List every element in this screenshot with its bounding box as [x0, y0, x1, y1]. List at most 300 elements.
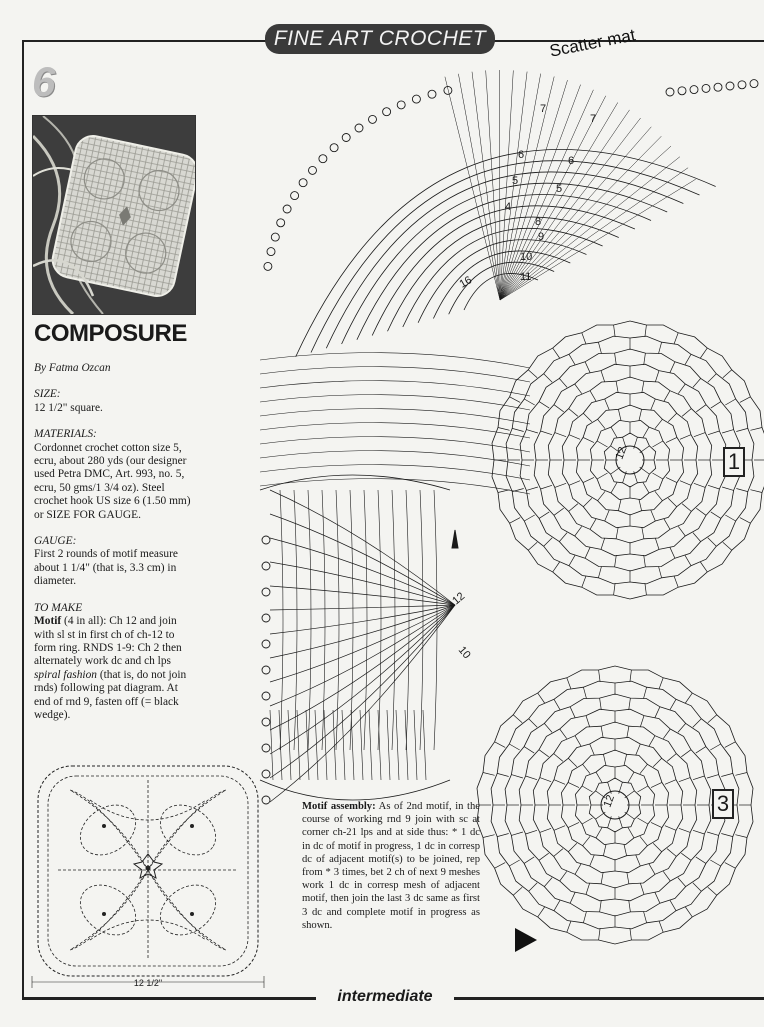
motif-1-stitch	[723, 542, 732, 550]
picot	[262, 796, 270, 804]
motif-3-ring	[519, 709, 711, 901]
motif-1-stitch	[555, 483, 566, 487]
motif-1-stitch	[639, 409, 642, 421]
motif-3-stitch	[721, 834, 733, 837]
motif-1-stitch	[510, 397, 521, 403]
motif-1-stitch	[605, 510, 610, 521]
motif-3-stitch	[653, 843, 662, 852]
motif-1-stitch	[544, 538, 553, 547]
motif-3-stitch	[659, 678, 663, 689]
motif-1-stitch	[700, 348, 707, 358]
motif-1-stitch	[569, 481, 580, 486]
motif-1-stitch	[722, 487, 734, 490]
border-stitch	[351, 710, 354, 780]
side-round-number: 16	[457, 274, 475, 291]
round-number: 9	[538, 231, 545, 243]
motif-3-stitch	[638, 786, 648, 792]
motif-3-stitch	[483, 773, 495, 776]
round-number: 5	[512, 175, 519, 187]
motif-1-stitch	[666, 477, 677, 482]
motif-3-stitch	[653, 758, 662, 767]
motif-3-stitch	[601, 872, 603, 884]
motif-1-stitch	[740, 518, 751, 524]
motif-3-stitch	[665, 826, 676, 831]
lattice-line	[260, 479, 530, 494]
crochet-chart-svg	[200, 60, 764, 1000]
motif-3-stitch	[586, 716, 590, 727]
lattice-line	[260, 367, 530, 382]
motif-3-stitch	[659, 921, 663, 932]
motif-1-stitch	[685, 354, 691, 364]
border-stitch	[369, 710, 372, 780]
gauge-label: GAUGE:	[34, 535, 77, 548]
motif-3-stitch	[526, 830, 537, 834]
size-label: SIZE:	[34, 388, 61, 401]
motif-3-stitch	[599, 928, 601, 940]
round-number: 7	[590, 113, 597, 125]
lower-fan-bar	[280, 490, 283, 750]
motif-1-stitch	[615, 555, 617, 567]
motif-3-stitch	[655, 707, 660, 718]
motif-1-stitch	[708, 431, 719, 435]
picot	[714, 83, 722, 91]
motif-1-stitch	[611, 483, 617, 493]
lower-fan-bar	[294, 490, 297, 750]
motif-3-stitch	[667, 754, 676, 762]
motif-1-stitch	[693, 533, 701, 542]
border-arc	[260, 780, 450, 800]
motif-3-stitch	[693, 776, 704, 780]
size-text: 12 1/2" square.	[34, 401, 103, 414]
motif-3-stitch	[554, 780, 565, 785]
to-make-section	[34, 602, 194, 723]
motif-1-stitch	[569, 409, 578, 417]
motif-3-stitch	[596, 772, 602, 782]
magazine-title: FINE ART CROCHET	[273, 27, 487, 50]
picot	[678, 87, 686, 95]
motif-3-stitch	[651, 782, 662, 787]
motif-3-stitch	[640, 716, 644, 727]
motif-3-stitch	[582, 818, 592, 824]
motif-1-stitch	[598, 342, 601, 354]
motif-3-stitch	[511, 832, 523, 835]
motif-3-stitch	[640, 764, 648, 773]
motif-3-stitch	[649, 864, 655, 874]
motif-1-stitch	[553, 348, 560, 358]
motif-1-stitch	[597, 473, 607, 479]
motif-3-stitch	[667, 849, 676, 857]
border-stitch	[423, 710, 426, 780]
motif-1-stitch	[645, 583, 647, 595]
pattern-title: COMPOSURE	[34, 320, 187, 347]
motif-3-stitch	[644, 687, 647, 699]
motif-1-stitch	[539, 512, 549, 519]
motif-1-stitch	[614, 583, 616, 595]
motif-3-stitch	[539, 853, 549, 860]
motif-3-stitch	[513, 887, 522, 895]
lower-fan-line	[270, 514, 455, 605]
motif-3-stitch	[568, 843, 577, 852]
motif-1-stitch	[736, 489, 748, 492]
motif-1-stitch	[670, 547, 675, 558]
motif-1-stitch	[569, 504, 578, 512]
motif-3-stitch	[567, 678, 571, 689]
motif-3-stitch	[509, 744, 519, 750]
motif-3-stitch	[570, 892, 575, 903]
motif-3-stitch	[513, 715, 522, 723]
motif-3-stitch	[707, 832, 719, 835]
motif-1-stitch	[575, 526, 582, 536]
round-number: 6	[518, 149, 525, 161]
picot	[412, 95, 420, 103]
picot	[283, 205, 291, 213]
motif-3-stitch	[651, 822, 662, 827]
motif-1-stitch	[614, 325, 616, 337]
motif-3-stitch	[665, 780, 676, 785]
motif-3-stitch	[708, 715, 717, 723]
motif-3-stitch	[685, 693, 692, 703]
motif-1-stitch	[559, 378, 567, 387]
motif-1-stitch	[680, 481, 691, 486]
motif-1-stitch	[616, 381, 618, 393]
picot	[267, 248, 275, 256]
materials-label: MATERIALS:	[34, 428, 97, 441]
lower-fan-line	[270, 490, 455, 605]
motif-1-stitch	[666, 437, 677, 442]
motif-3-stitch	[483, 835, 495, 838]
motif-3-stitch	[590, 855, 595, 866]
magazine-title-banner	[265, 24, 495, 54]
motif-1-stitch	[605, 399, 610, 410]
motif-3-stitch	[735, 835, 747, 838]
picot	[369, 115, 377, 123]
motif-3-stitch	[640, 836, 648, 845]
motif-3-stitch	[655, 892, 660, 903]
motif-label-3: 3	[712, 789, 734, 819]
motif-3-stitch	[696, 747, 706, 754]
lower-fan-bar	[350, 490, 353, 750]
motif-3-stitch	[693, 883, 702, 892]
motif-3-stitch	[629, 900, 631, 912]
picot	[309, 166, 317, 174]
motif-3-stitch	[554, 849, 563, 857]
motif-1-stitch	[598, 566, 601, 578]
motif-label-1: 1	[723, 447, 745, 477]
lower-fan-line	[270, 605, 455, 658]
motif-3-stitch	[644, 911, 647, 923]
motif-1-stitch	[643, 427, 649, 437]
center-round-number: 12	[613, 445, 630, 462]
motif-1-stitch	[541, 485, 552, 489]
motif-3-stitch	[511, 775, 523, 778]
motif-3-stitch	[649, 736, 655, 746]
motif-3-stitch	[600, 698, 602, 710]
motif-1-stitch	[736, 428, 748, 431]
motif-1-stitch	[597, 441, 607, 447]
motif-1-stitch	[554, 405, 564, 412]
motif-1-stitch	[585, 547, 590, 558]
lower-fan-bar	[420, 490, 423, 750]
motif-1-stitch	[618, 409, 621, 421]
motif-1-stitch	[682, 409, 691, 417]
motif-1-stitch	[583, 437, 594, 442]
mat-photo	[32, 115, 196, 315]
byline: By Fatma Ozcan	[34, 362, 111, 374]
lattice-line	[260, 353, 530, 368]
motif-3-stitch	[627, 872, 629, 884]
motif-1-stitch	[559, 533, 567, 542]
motif-1-stitch	[668, 498, 677, 507]
motif-3-stitch	[560, 729, 567, 739]
motif-1-stitch	[598, 491, 606, 500]
motif-3-stitch	[627, 726, 629, 738]
motif-1-stitch	[601, 538, 605, 549]
materials-section	[34, 428, 194, 522]
motif-1-stitch	[655, 491, 663, 500]
motif-1-stitch	[696, 405, 706, 412]
motif-3-stitch	[538, 907, 545, 917]
border-stitch	[270, 710, 273, 780]
border-stitch	[279, 710, 282, 780]
motif-3-stitch	[624, 844, 627, 856]
motif-3-stitch	[725, 863, 736, 869]
motif-1-stitch	[659, 342, 662, 354]
motif-3-stitch	[529, 883, 538, 892]
motif-3-stitch	[540, 828, 551, 832]
border-stitch	[396, 710, 399, 780]
motif-1-ring	[534, 364, 726, 556]
picot	[690, 86, 698, 94]
mat-photo-image	[33, 116, 195, 314]
motif-1-stitch	[722, 430, 734, 433]
motif-3-stitch	[567, 921, 571, 932]
lower-fan-line	[270, 538, 455, 605]
motif-3-stitch	[583, 764, 591, 773]
picot	[330, 144, 338, 152]
to-make-label: TO MAKE	[34, 601, 83, 614]
motif-1-stitch	[644, 353, 646, 365]
picot	[397, 101, 405, 109]
pattern-instructions	[34, 362, 194, 735]
motif-3-stitch	[628, 828, 634, 838]
picot	[262, 640, 270, 648]
motif-3-stitch	[708, 887, 717, 895]
motif-3-stitch	[629, 698, 631, 710]
motif-3-stitch	[636, 855, 641, 866]
motif-3-stitch	[529, 719, 538, 728]
motif-3-stitch	[524, 857, 534, 864]
motif-3-stitch	[721, 773, 733, 776]
motif-1-stitch	[674, 333, 678, 344]
motif-1-stitch	[582, 576, 586, 587]
round-number: 5	[556, 183, 563, 195]
picot	[383, 108, 391, 116]
round-number: 11	[520, 271, 532, 283]
motif-1-stitch	[618, 499, 621, 511]
border-stitch	[315, 710, 318, 780]
motif-3-stitch	[509, 860, 519, 866]
motif-1-stitch	[664, 391, 670, 401]
motif-3-stitch	[670, 900, 676, 910]
side-round-number: 10	[455, 644, 473, 662]
picot	[750, 80, 758, 88]
motif-3-stitch	[590, 744, 595, 755]
motif-3-stitch	[540, 778, 551, 782]
motif-1-stitch	[569, 435, 580, 440]
picot	[262, 614, 270, 622]
motif-1-stitch	[524, 399, 534, 405]
picot	[264, 262, 272, 270]
round-number: 6	[568, 155, 575, 167]
motif-3-stitch	[544, 878, 552, 887]
lower-fan-bar	[434, 490, 437, 750]
picot	[262, 588, 270, 596]
motif-1-stitch	[655, 371, 659, 382]
motif-3-stitch	[693, 719, 702, 728]
picot	[702, 84, 710, 92]
motif-3-stitch	[725, 742, 736, 748]
difficulty-badge: intermediate	[316, 985, 454, 1009]
picot	[271, 233, 279, 241]
motif-1-stitch	[526, 487, 538, 490]
fan-spoke	[500, 70, 501, 300]
page-tag: Scatter mat	[548, 25, 637, 61]
motif-1-stitch	[680, 435, 691, 440]
motif-1-stitch	[696, 508, 706, 515]
picot	[262, 744, 270, 752]
motif-1-stitch	[510, 518, 521, 524]
motif-3-stitch	[544, 723, 552, 732]
border-stitch	[297, 710, 300, 780]
motif-1-stitch	[553, 562, 560, 572]
picot	[319, 155, 327, 163]
motif-1-stitch	[528, 542, 537, 550]
motif-3-stitch	[554, 699, 560, 709]
motif-3-stitch	[583, 911, 586, 923]
motif-text-1: (4 in all): Ch 12 and join with sl st in first ch of ch-12 to form ring. RNDS 1-9: Ch 2 then alternately work dc and ch lps	[34, 615, 182, 668]
motif-1-stitch	[711, 402, 721, 409]
motif-1-stitch	[740, 397, 751, 403]
lower-fan-bar	[322, 490, 325, 750]
motif-1-stitch	[526, 430, 538, 433]
motif-1-stitch	[616, 527, 618, 539]
motif-3-stitch	[710, 860, 720, 866]
picot	[262, 718, 270, 726]
border-stitch	[387, 710, 390, 780]
motif-1-stitch	[708, 374, 717, 383]
lattice-line	[260, 395, 530, 410]
motif-1-stitch	[642, 527, 644, 539]
border-stitch	[324, 710, 327, 780]
motif-1-stitch	[541, 431, 552, 435]
assembly-body: As of 2nd motif, in the course of working rnd 9 join with sc at corner ch-21 lps and at side thus: * 1 dc in dc of motif in progress, 1 dc in corresp dc of adjacent motif(s) to be joined, rep from * 3 times, bet 2 ch of next 9 meshes work 1 dc in corresp mesh of adjacent motif, then join the last 3 dc same as first 3 dc and complete motif in progress as shown.	[302, 801, 481, 931]
motif-3-stitch	[624, 754, 627, 766]
motif-3-stitch	[628, 772, 634, 782]
motif-3-stitch	[586, 883, 590, 894]
motif-3-stitch	[636, 744, 641, 755]
motif-1-stitch	[601, 371, 605, 382]
picot	[291, 192, 299, 200]
picot	[299, 179, 307, 187]
motif-1-stitch	[524, 515, 534, 521]
lower-fan-bar	[336, 490, 339, 750]
motif-3-stitch	[679, 828, 690, 832]
motif-1-stitch	[639, 499, 642, 511]
gauge-text: First 2 rounds of motif measure about 1 1/4" (that is, 3.3 cm) in diameter.	[34, 548, 178, 588]
picot	[262, 562, 270, 570]
motif-3-stitch	[570, 707, 575, 718]
motif-3-stitch	[575, 736, 581, 746]
size-section	[34, 388, 194, 415]
motif-3-stitch	[685, 907, 692, 917]
motif-1-stitch	[664, 519, 670, 529]
fan-spoke	[500, 96, 606, 300]
side-round-number: 12	[450, 590, 468, 608]
motif-1-stitch	[512, 428, 524, 431]
picot	[444, 86, 452, 94]
motif-1-stitch	[582, 333, 586, 344]
motif-1-stitch	[651, 399, 656, 410]
motif-3-stitch	[538, 693, 545, 703]
fan-spoke	[458, 74, 500, 300]
motif-1-stitch	[644, 555, 646, 567]
assembly-lead: Motif assembly:	[302, 801, 376, 812]
lattice-line	[260, 451, 530, 466]
motif-1-stitch	[655, 419, 663, 428]
lower-fan-line	[270, 586, 455, 605]
picot	[277, 219, 285, 227]
motif-1-stitch	[685, 555, 691, 565]
motif-1-stitch	[694, 483, 705, 487]
motif-1-stitch	[725, 515, 735, 521]
motif-1-stitch	[693, 378, 701, 387]
motif-1-stitch	[668, 413, 677, 422]
motif-3-stitch	[495, 742, 506, 748]
motif-1-stitch	[723, 370, 732, 378]
motif-3-stitch	[678, 878, 686, 887]
motif-3-stitch	[681, 853, 691, 860]
picot	[355, 124, 363, 132]
round-number: 10	[520, 251, 533, 263]
picot	[738, 81, 746, 89]
picot	[262, 770, 270, 778]
motif-1-stitch	[659, 566, 662, 578]
motif-1-stitch	[678, 384, 685, 394]
motif-1-stitch	[598, 419, 606, 428]
motif-3-stitch	[681, 750, 691, 757]
motif-3-stitch	[679, 778, 690, 782]
fan-spoke	[486, 70, 500, 300]
motif-3-stitch	[678, 723, 686, 732]
motif-3-stitch	[735, 773, 747, 776]
motif-3-stitch	[630, 928, 632, 940]
motif-3-stitch	[568, 782, 579, 787]
play-arrow-icon	[515, 928, 537, 952]
motif-1-stitch	[590, 391, 596, 401]
motif-1-stitch	[651, 510, 656, 521]
motif-1-stitch	[700, 562, 707, 572]
motif-1-stitch	[583, 477, 594, 482]
motif-1-stitch	[643, 483, 649, 493]
motif-1-stitch	[569, 354, 575, 364]
motif-1-stitch	[539, 402, 549, 409]
picot	[262, 536, 270, 544]
lattice-line	[260, 423, 530, 438]
border-stitch	[405, 710, 408, 780]
motif-3-stitch	[582, 786, 592, 792]
motif-1-stitch	[554, 508, 564, 515]
motif-1-stitch	[670, 362, 675, 373]
